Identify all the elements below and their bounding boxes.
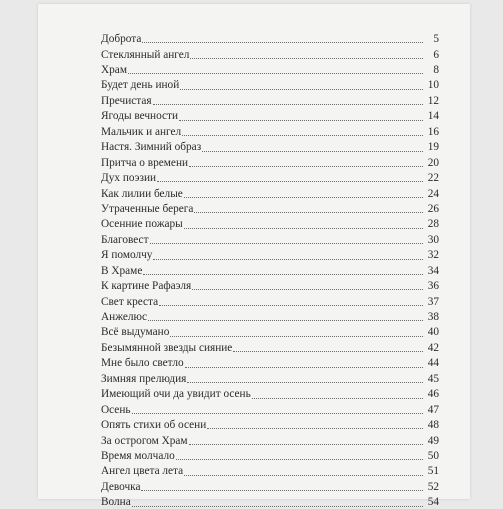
dot-leader (142, 42, 423, 43)
toc-entry-page-number: 19 (427, 141, 439, 154)
toc-entry (101, 308, 439, 323)
toc-entry-page-number: 47 (427, 403, 439, 416)
toc-entry (101, 215, 439, 230)
toc-entry-page-number: 24 (427, 187, 439, 200)
toc-entry (101, 138, 439, 153)
toc-entry-page-number: 14 (427, 110, 439, 123)
toc-entry-title: Будет день иной (101, 79, 180, 92)
dot-leader (190, 58, 423, 59)
toc-entry-title: Ягоды вечности (101, 110, 179, 123)
toc-entry-title: Свет креста (101, 295, 159, 308)
dot-leader (143, 274, 423, 275)
toc-entry-title: Зимняя прелюдия (101, 372, 187, 385)
toc-entry-title: Мне было светло (101, 357, 184, 370)
toc-entry-page-number: 34 (427, 264, 439, 277)
toc-entry-title: Благовест (101, 233, 149, 246)
dot-leader (189, 166, 423, 167)
dot-leader (192, 289, 423, 290)
dot-leader (159, 305, 423, 306)
toc-entry-title: Доброта (101, 33, 142, 46)
toc-entry-page-number: 16 (427, 125, 439, 138)
toc-entry (101, 107, 439, 122)
dot-leader (184, 197, 423, 198)
toc-entry-page-number: 26 (427, 202, 439, 215)
dot-leader (182, 135, 423, 136)
table-of-contents (101, 30, 439, 509)
dot-leader (202, 151, 423, 152)
toc-entry-page-number: 54 (427, 496, 439, 509)
toc-entry (101, 76, 439, 91)
toc-entry-title: Как лилии белые (101, 187, 183, 200)
toc-entry-title: Анжелюс (101, 311, 147, 324)
toc-entry (101, 45, 439, 60)
toc-entry (101, 478, 439, 493)
toc-entry-page-number: 30 (427, 233, 439, 246)
dot-leader (176, 459, 423, 460)
toc-entry-page-number: 8 (433, 64, 439, 77)
toc-entry-page-number: 46 (427, 388, 439, 401)
toc-entry (101, 385, 439, 400)
toc-entry (101, 123, 439, 138)
dot-leader (141, 490, 423, 491)
toc-entry (101, 354, 439, 369)
toc-entry-title: Дух поэзии (101, 172, 157, 185)
dot-leader (153, 104, 423, 105)
toc-entry (101, 370, 439, 385)
toc-entry (101, 154, 439, 169)
toc-entry-title: Волна (101, 496, 131, 509)
toc-entry-page-number: 50 (427, 449, 439, 462)
toc-entry-page-number: 48 (427, 419, 439, 432)
toc-entry (101, 462, 439, 477)
toc-entry-title: Стеклянный ангел (101, 48, 190, 61)
dot-leader (180, 89, 423, 90)
toc-entry (101, 431, 439, 446)
dot-leader (184, 475, 423, 476)
dot-leader (132, 506, 423, 507)
dot-leader (207, 428, 423, 429)
toc-entry-page-number: 20 (427, 156, 439, 169)
toc-entry-page-number: 5 (433, 33, 439, 46)
toc-entry-page-number: 38 (427, 311, 439, 324)
toc-entry-title: Безымянной звезды сияние (101, 341, 233, 354)
toc-entry-title: В Храме (101, 264, 143, 277)
dot-leader (128, 73, 423, 74)
toc-entry-title: Осенние пожары (101, 218, 183, 231)
toc-entry-title: Девочка (101, 480, 141, 493)
toc-entry-title: Время молчало (101, 449, 175, 462)
toc-entry-page-number: 6 (433, 48, 439, 61)
toc-entry (101, 493, 439, 508)
toc-entry-page-number: 12 (427, 94, 439, 107)
toc-entry (101, 339, 439, 354)
toc-entry-page-number: 45 (427, 372, 439, 385)
toc-entry (101, 323, 439, 338)
toc-entry (101, 200, 439, 215)
toc-entry (101, 292, 439, 307)
dot-leader (157, 181, 423, 182)
dot-leader (184, 228, 423, 229)
toc-entry-title: Храм (101, 64, 127, 77)
toc-entry-page-number: 42 (427, 341, 439, 354)
toc-entry-page-number: 32 (427, 249, 439, 262)
toc-entry (101, 246, 439, 261)
dot-leader (233, 351, 423, 352)
toc-entry-title: За острогом Храм (101, 434, 188, 447)
toc-entry (101, 61, 439, 76)
toc-entry-title: Осень (101, 403, 131, 416)
dot-leader (185, 367, 423, 368)
toc-entry-page-number: 49 (427, 434, 439, 447)
toc-entry-title: Притча о времени (101, 156, 189, 169)
dot-leader (189, 444, 423, 445)
dot-leader (148, 320, 423, 321)
toc-entry-page-number: 37 (427, 295, 439, 308)
toc-entry-page-number: 36 (427, 280, 439, 293)
toc-entry (101, 92, 439, 107)
toc-entry-title: Я помолчу (101, 249, 153, 262)
toc-entry (101, 231, 439, 246)
toc-entry (101, 401, 439, 416)
toc-entry-title: Утраченные берега (101, 202, 194, 215)
book-page (38, 4, 470, 509)
toc-entry-page-number: 10 (427, 79, 439, 92)
dot-leader (150, 243, 423, 244)
toc-entry-page-number: 22 (427, 172, 439, 185)
toc-entry-title: К картине Рафаэля (101, 280, 192, 293)
toc-entry-page-number: 40 (427, 326, 439, 339)
toc-entry-title: Мальчик и ангел (101, 125, 182, 138)
toc-entry-title: Имеющий очи да увидит осень (101, 388, 251, 401)
dot-leader (153, 259, 423, 260)
toc-entry-page-number: 52 (427, 480, 439, 493)
toc-entry-title: Настя. Зимний образ (101, 141, 202, 154)
toc-entry-title: Ангел цвета лета (101, 465, 184, 478)
dot-leader (170, 336, 423, 337)
dot-leader (252, 398, 423, 399)
toc-entry-page-number: 44 (427, 357, 439, 370)
toc-entry-title: Опять стихи об осени (101, 419, 207, 432)
toc-entry-page-number: 51 (427, 465, 439, 478)
toc-entry (101, 262, 439, 277)
dot-leader (132, 413, 423, 414)
dot-leader (179, 120, 423, 121)
toc-entry-title: Пречистая (101, 94, 152, 107)
toc-entry (101, 447, 439, 462)
toc-entry (101, 184, 439, 199)
toc-entry (101, 277, 439, 292)
dot-leader (187, 382, 423, 383)
toc-entry-page-number: 28 (427, 218, 439, 231)
toc-entry (101, 30, 439, 45)
toc-entry-title: Всё выдумано (101, 326, 170, 339)
toc-entry (101, 169, 439, 184)
toc-entry (101, 416, 439, 431)
dot-leader (194, 212, 423, 213)
